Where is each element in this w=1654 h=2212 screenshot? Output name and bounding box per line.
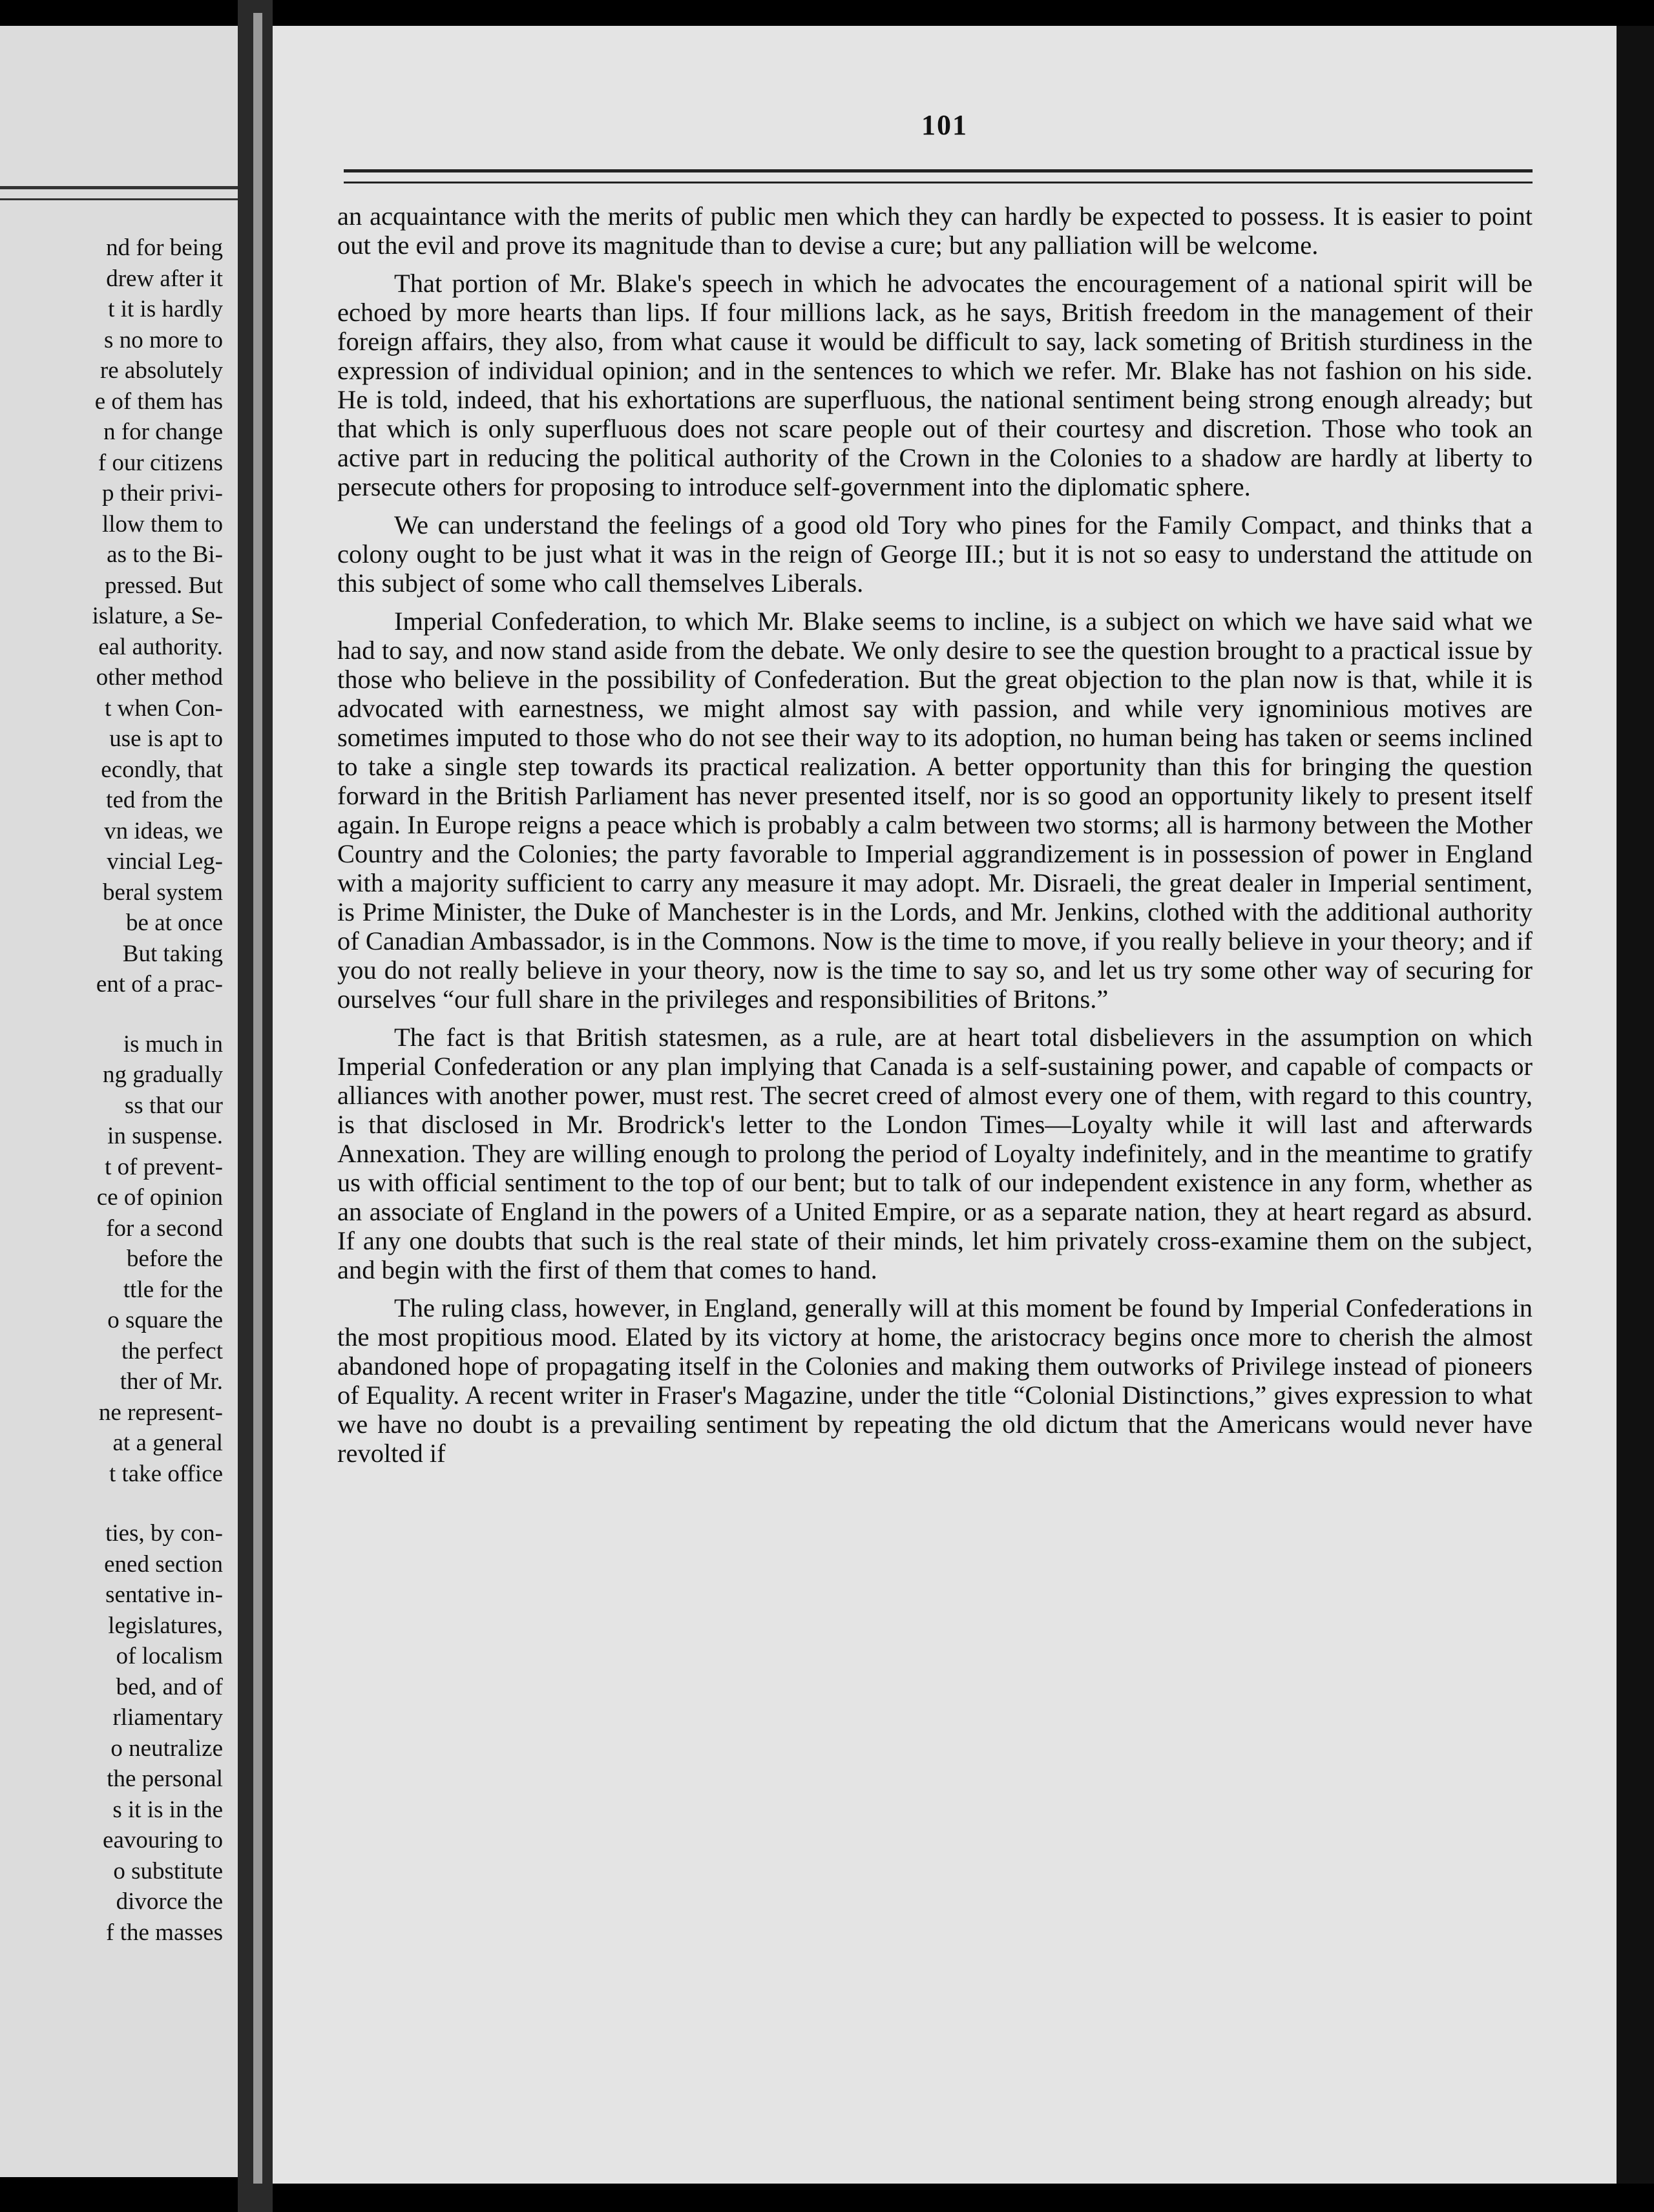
left-text-line: But taking <box>122 940 223 967</box>
left-text-line: in suspense. <box>107 1123 223 1149</box>
left-text-line: nd for being <box>106 235 223 261</box>
left-text-line: other method <box>96 664 223 691</box>
left-text-line: use is apt to <box>109 725 223 752</box>
left-text-line: ties, by con- <box>105 1520 223 1547</box>
left-header-rule <box>0 186 238 200</box>
paragraph: The fact is that British statesmen, as a rule, are at heart total disbelievers in the assumption on which Imperial Confederation or any plan implying that Canada is a self-sustaining power, and capable of compacts or alliances with another power, must rest. The secret creed of almost every one of them, with regard to this country, is that disclosed in Mr. Brodrick's letter to the London Times—Loyalty while it will last and afterwards Annexation. They are willing enough to prolong the period of Loyalty indefinitely, and in the meantime to gratify us with official sentiment to the top of our bent; but to talk of our independent existence in any form, whether as an associate of England in the powers of a United Empire, or as a separate nation, they at heart regard as absurd. If any one doubts that such is the real state of their minds, let him privately cross-examine them on the subject, and begin with the first of them that comes to hand. <box>337 1023 1533 1284</box>
left-text-line: f our citizens <box>98 449 223 476</box>
left-text-line: of localism <box>116 1643 223 1669</box>
left-text-line: rliamentary <box>112 1704 223 1731</box>
left-text-line: econdly, that <box>101 756 223 783</box>
paragraph: We can understand the feelings of a good old Tory who pines for the Family Compact, and thinks that a colony ought to be just what it was in the reign of George III.; but it is not so easy to understand the attitude on this subject of some who call themselves Liberals. <box>337 510 1533 598</box>
left-text-line: pressed. But <box>105 572 223 599</box>
left-text-line: ce of opinion <box>96 1184 223 1211</box>
left-text-line: ther of Mr. <box>120 1368 223 1395</box>
header-rule <box>344 169 1533 183</box>
left-text-line: t take office <box>109 1460 223 1487</box>
left-text-line: re absolutely <box>99 357 223 384</box>
left-text-line: t of prevent- <box>105 1153 223 1180</box>
paragraph: The ruling class, however, in England, generally will at this moment be found by Imperial Confederations in the most propitious mood. Elated by its victory at home, the aristocracy begins once more to cherish the almost abandoned hope of propagating itself in the Colonies and making them outworks of Privilege instead of pioneers of Equality. A recent writer in Fraser's Magazine, under the title “Colonial Distinctions,” gives expression to what we have no doubt is a prevailing sentiment by repeating the old dictum that the Americans would never have revolted if <box>337 1293 1533 1468</box>
left-text-line: for a second <box>106 1215 223 1242</box>
left-text-line: ened section <box>104 1550 223 1578</box>
left-text-line: ted from the <box>106 787 223 813</box>
left-text-line: t when Con- <box>105 694 223 722</box>
left-text-line: ng gradually <box>103 1061 223 1088</box>
page-edge <box>253 13 262 2184</box>
left-text-line: llow them to <box>101 510 223 537</box>
paragraph: That portion of Mr. Blake's speech in which he advocates the encouragement of a national spirit will be echoed by more hearts than lips. If four millions lack, as he says, British freedom in the management of their foreign affairs, they also, from what cause it would be difficult to say, lack someting of British sturdiness in the expression of individual opinion; and in the sentences to which we refer. Mr. Blake has not fashion on his side. He is told, indeed, that his exhortations are superfluous, the national sentiment being strong enough already; but that which is only superfluous does not scare people out of their courtesy and discretion. Those who took an active part in reducing the political authority of the Crown in the Colonies to a shadow are hardly at liberty to persecute others for proposing to introduce self-government into the diplomatic sphere. <box>337 269 1533 501</box>
left-text-line: vn ideas, we <box>104 817 223 844</box>
left-text-line: the personal <box>107 1766 223 1792</box>
paragraph-gap <box>0 1489 223 1518</box>
left-text-line: o substitute <box>113 1857 223 1884</box>
paragraph-gap <box>0 1000 223 1029</box>
left-text-line: ne represent- <box>98 1399 223 1426</box>
left-text-line: t it is hardly <box>108 296 223 322</box>
left-text-line: o square the <box>107 1307 223 1333</box>
left-text-line: as to the Bi- <box>107 541 223 568</box>
left-text-line: f the masses <box>106 1919 223 1946</box>
article-body <box>337 202 1533 1477</box>
left-text-line: divorce the <box>116 1888 223 1915</box>
left-text-line: legislatures, <box>108 1612 223 1639</box>
left-text-line: e of them has <box>94 388 223 415</box>
left-text-line: before the <box>127 1246 223 1272</box>
left-text-line: s it is in the <box>112 1796 223 1823</box>
left-text-line: bed, and of <box>116 1673 223 1700</box>
left-text-line: at a general <box>112 1430 223 1456</box>
left-text-line: p their privi- <box>101 480 223 506</box>
left-text-line: drew after it <box>106 265 223 292</box>
page-number: 101 <box>921 109 968 141</box>
left-text-line: be at once <box>126 910 223 936</box>
left-text-line: ent of a prac- <box>96 971 223 997</box>
left-text-line: ss that our <box>124 1092 223 1119</box>
left-page-fragment <box>0 26 238 2177</box>
left-text-line: n for change <box>103 419 223 445</box>
left-text-line: eavouring to <box>103 1827 223 1853</box>
left-text-line: vincial Leg- <box>107 848 223 875</box>
left-text-line: beral system <box>103 879 223 906</box>
left-text-line: the perfect <box>121 1337 223 1364</box>
left-text-line: eal authority. <box>98 633 223 660</box>
right-page <box>273 26 1617 2184</box>
left-text-line: is much in <box>123 1030 223 1058</box>
left-text-line: s no more to <box>104 326 223 353</box>
left-text-line: sentative in- <box>105 1581 223 1608</box>
left-text-line: islature, a Se- <box>92 603 223 629</box>
paragraph: an acquaintance with the merits of public men which they can hardly be expected to possess. It is easier to point out the evil and prove its magnitude than to devise a cure; but any palliation will be welcome. <box>337 202 1533 260</box>
left-text-line: ttle for the <box>123 1276 223 1303</box>
paragraph: Imperial Confederation, to which Mr. Blake seems to incline, is a subject on which we have said what we had to say, and now stand aside from the debate. We only desire to see the question brought to a practical issue by those who believe in the possibility of Confederation. But the great objection to the plan now is that, while it is advocated with earnestness, we might almost say with passion, and while very ignominious motives are sometimes imputed to those who do not see their way to its adoption, no human being has taken or seems inclined to take a single step towards its practical realization. A better opportunity than this for bringing the question forward in the British Parliament has never presented itself, nor is so good an opportunity likely to present itself again. In Europe reigns a peace which is probably a calm between two storms; all is harmony between the Mother Country and the Colonies; the party favorable to Imperial aggrandizement is in possession of power in England with a majority sufficient to carry any measure it may adopt. Mr. Disraeli, the great dealer in Imperial sentiment, is Prime Minister, the Duke of Manchester is in the Lords, and Mr. Jenkins, clothed with the additional authority of Canadian Ambassador, is in the Commons. Now is the time to move, if you really believe in your theory; and if you do not really believe in your theory, now is the time to say so, and let us try some other way of securing for ourselves “our full share in the privileges and responsibilities of Britons.” <box>337 607 1533 1014</box>
left-page-text <box>0 233 223 1948</box>
scan-border <box>1617 26 1654 2184</box>
left-text-line: o neutralize <box>110 1735 223 1762</box>
